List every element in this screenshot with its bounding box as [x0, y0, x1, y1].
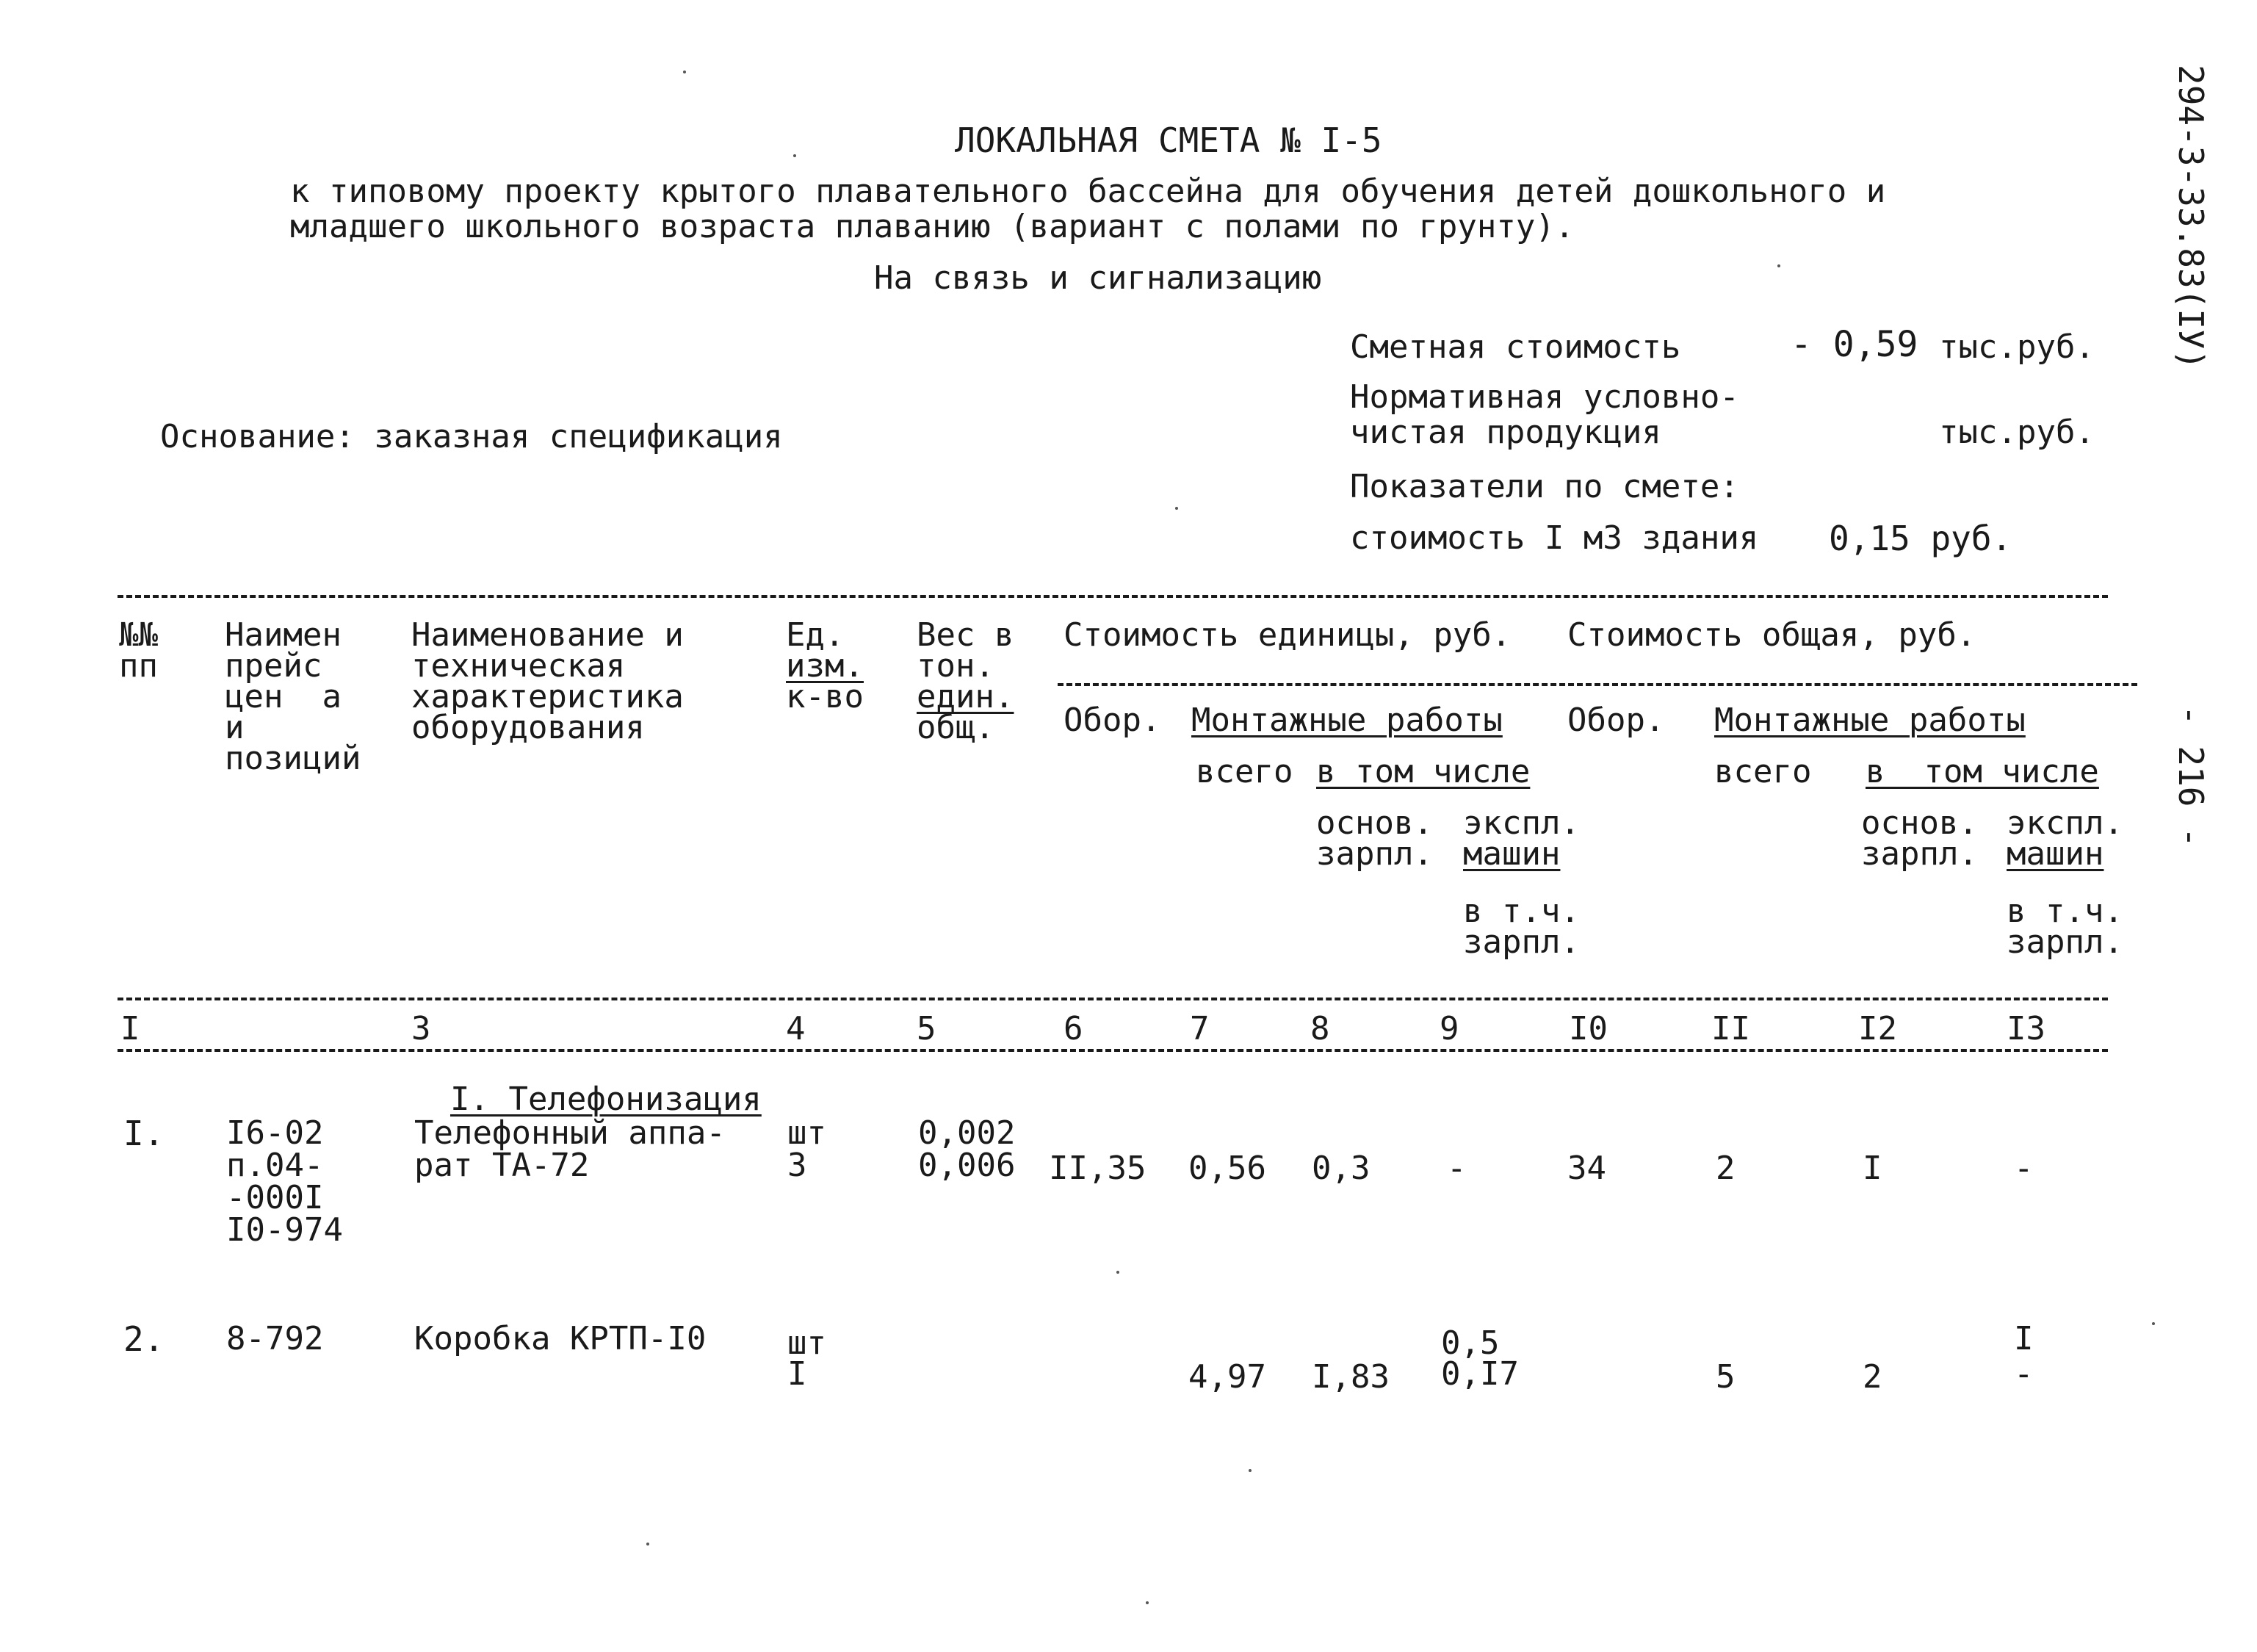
hdr-code-4: и — [225, 709, 245, 746]
row-cell-c10: 34 — [1567, 1150, 1606, 1187]
row-cell-c6: II,35 — [1049, 1150, 1146, 1187]
hdr-incl-total: в том числе — [1866, 753, 2099, 790]
hdr-name-4: оборудования — [411, 709, 645, 746]
colnum: 8 — [1310, 1010, 1330, 1047]
basis-text: Основание: заказная спецификация — [160, 418, 783, 455]
hdr-code-3: цен а — [225, 678, 342, 715]
subtitle-line-2: младшего школьного возраста плаванию (вариант с полами по грунту). — [290, 208, 1575, 245]
colnum: I — [120, 1010, 140, 1047]
row-cell-c9-line: 0,I7 — [1441, 1355, 1519, 1393]
hdr-num-2: пп — [119, 647, 158, 685]
norm-label-1: Нормативная условно- — [1350, 378, 1739, 416]
hdr-total-cost: Стоимость общая, руб. — [1567, 616, 1976, 654]
scan-speck — [1146, 1601, 1149, 1604]
hdr-unit-cost: Стоимость единицы, руб. — [1064, 616, 1512, 654]
indicators-label: Показатели по смете: — [1350, 468, 1739, 505]
hdr-all-unit: всего — [1196, 753, 1293, 790]
document-title: ЛОКАЛЬНАЯ СМЕТА № I-5 — [955, 120, 1382, 160]
hdr-code-5: позиций — [225, 740, 361, 777]
hdr-incl-sal-total-1: в т.ч. — [2007, 892, 2123, 930]
norm-unit: тыс.руб. — [1939, 414, 2095, 451]
hdr-base-sal-total-2: зарпл. — [1861, 835, 1978, 873]
hdr-weight-1: Вес в — [917, 616, 1014, 654]
hdr-all-total: всего — [1714, 753, 1812, 790]
scan-speck — [1175, 507, 1178, 510]
row-cell-c11: 5 — [1716, 1358, 1736, 1396]
row-cell-c8: 0,3 — [1312, 1150, 1371, 1187]
hdr-mach-unit-2: машин — [1463, 835, 1561, 873]
hdr-num-1: №№ — [119, 616, 158, 654]
hdr-cost-rule — [1058, 683, 2137, 686]
row-cell-c12: 2 — [1863, 1358, 1882, 1396]
colnum: 9 — [1440, 1010, 1459, 1047]
hdr-install-unit: Монтажные работы — [1191, 701, 1503, 739]
row-cell-c8: I,83 — [1312, 1358, 1390, 1396]
row-cell-c9: - — [1447, 1150, 1467, 1187]
row-cell-c13: - — [2014, 1150, 2034, 1187]
row-cell-c11: 2 — [1716, 1150, 1736, 1187]
row-unit-line: I — [787, 1355, 807, 1393]
colnum: 4 — [786, 1010, 806, 1047]
row-name-line: Телефонный аппа- — [414, 1114, 726, 1152]
row-name-line: рат ТА-72 — [414, 1147, 590, 1184]
hdr-base-sal-unit-1: основ. — [1316, 804, 1433, 842]
hdr-base-sal-total-1: основ. — [1861, 804, 1978, 842]
per-m3-label: стоимость I м3 здания — [1350, 519, 1759, 557]
hdr-incl-unit: в том числе — [1316, 753, 1531, 790]
scan-speck — [683, 71, 686, 73]
row-unit-line: шт — [787, 1324, 826, 1362]
row-cell-c13-line: I — [2014, 1320, 2034, 1357]
scan-speck — [646, 1543, 649, 1545]
hdr-incl-sal-unit-1: в т.ч. — [1463, 892, 1580, 930]
section-label: I. Телефонизация — [449, 1081, 762, 1118]
row-code-line: I6-02 — [226, 1114, 324, 1152]
per-m3-value: 0,15 руб. — [1829, 519, 2012, 558]
hdr-incl-sal-unit-2: зарпл. — [1463, 923, 1580, 961]
cost-label: Сметная стоимость — [1350, 328, 1681, 366]
row-weight-line: 0,006 — [918, 1147, 1016, 1184]
hdr-unit-2: изм. — [786, 647, 864, 685]
hdr-mach-total-2: машин — [2007, 835, 2104, 873]
row-unit-line: 3 — [787, 1147, 807, 1184]
norm-label-2: чистая продукция — [1350, 414, 1661, 451]
hdr-weight-2: тон. — [917, 647, 994, 685]
hdr-code-1: Наимен — [225, 616, 342, 654]
hdr-weight-3: един. — [917, 678, 1014, 715]
row-weight-line: 0,002 — [918, 1114, 1016, 1152]
scan-speck — [1249, 1469, 1252, 1472]
row-code-line: п.04- — [226, 1147, 324, 1184]
document-subject: На связь и сигнализацию — [874, 259, 1322, 297]
row-cell-c13-line: - — [2014, 1355, 2034, 1393]
colnum: I0 — [1569, 1010, 1608, 1047]
colnum: I3 — [2007, 1010, 2045, 1047]
hdr-name-1: Наименование и — [411, 616, 684, 654]
side-document-code: 294-3-33.83(IУ) — [2171, 65, 2211, 370]
hdr-weight-4: общ. — [917, 709, 994, 746]
row-cell-c12: I — [1863, 1150, 1882, 1187]
cost-value: - 0,59 — [1791, 324, 1918, 365]
hdr-install-total: Монтажные работы — [1714, 701, 2026, 739]
hdr-equip-unit: Обор. — [1064, 701, 1161, 739]
colnum: 3 — [411, 1010, 431, 1047]
hdr-unit-3: к-во — [786, 678, 864, 715]
colnum: 7 — [1190, 1010, 1210, 1047]
row-cell-c7: 4,97 — [1188, 1358, 1266, 1396]
hdr-name-2: техническая — [411, 647, 626, 685]
table-header-bottom-rule — [118, 998, 2108, 1000]
colnum: I2 — [1858, 1010, 1897, 1047]
section-title — [411, 1049, 762, 1117]
hdr-equip-total: Обор. — [1567, 701, 1665, 739]
side-page-number: - 216 - — [2171, 705, 2211, 848]
row-number: I. — [123, 1114, 165, 1153]
row-number: 2. — [123, 1319, 165, 1359]
colnum: 6 — [1064, 1010, 1083, 1047]
hdr-unit-1: Ед. — [786, 616, 845, 654]
hdr-incl-sal-total-2: зарпл. — [2007, 923, 2123, 961]
subtitle-line-1: к типовому проекту крытого плавательного бассейна для обучения детей дошкольного и — [290, 173, 1886, 210]
row-code-line: 8-792 — [226, 1320, 324, 1357]
hdr-mach-unit-1: экспл. — [1463, 804, 1580, 842]
hdr-name-3: характеристика — [411, 678, 684, 715]
scan-speck — [1777, 264, 1780, 267]
cost-unit: тыс.руб. — [1939, 328, 2095, 366]
hdr-code-2: прейс — [225, 647, 322, 685]
colnum: II — [1711, 1010, 1750, 1047]
row-unit-line: шт — [787, 1114, 826, 1152]
row-code-line: I0-974 — [226, 1211, 343, 1249]
hdr-mach-total-1: экспл. — [2007, 804, 2123, 842]
row-name-line: Коробка КРТП-I0 — [414, 1320, 707, 1357]
row-cell-c9-line: 0,5 — [1441, 1324, 1500, 1362]
row-code-line: -000I — [226, 1179, 324, 1216]
scan-speck — [793, 154, 796, 157]
table-top-rule — [118, 595, 2108, 598]
row-cell-c7: 0,56 — [1188, 1150, 1266, 1187]
scan-speck — [1116, 1271, 1119, 1274]
hdr-base-sal-unit-2: зарпл. — [1316, 835, 1433, 873]
scan-speck — [2152, 1322, 2155, 1325]
colnum: 5 — [917, 1010, 936, 1047]
